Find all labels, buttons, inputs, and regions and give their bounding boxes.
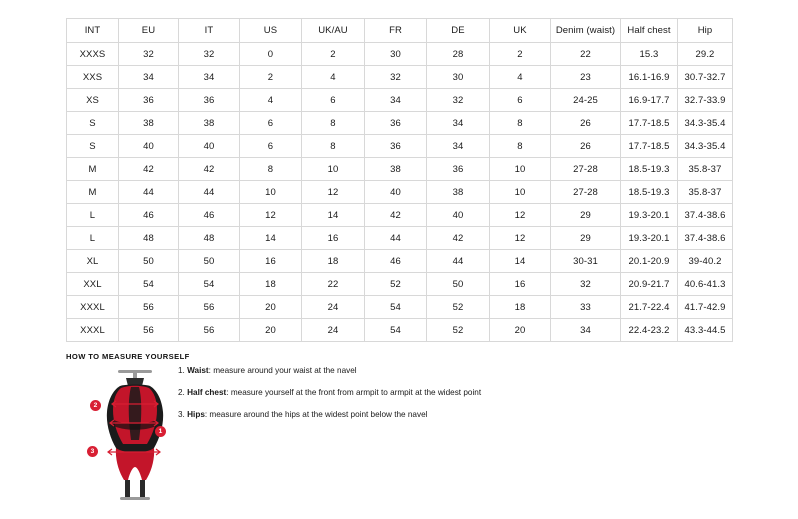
table-cell: 0 [240, 43, 302, 66]
table-cell: 20.9-21.7 [621, 273, 678, 296]
table-cell: 2 [302, 43, 365, 66]
table-cell: 29 [551, 227, 621, 250]
table-cell: 30-31 [551, 250, 621, 273]
measure-note [178, 388, 598, 398]
table-cell: 26 [551, 135, 621, 158]
table-cell: 50 [427, 273, 490, 296]
table-cell: 39-40.2 [678, 250, 733, 273]
table-cell: 46 [179, 204, 240, 227]
column-header-5: FR [365, 19, 427, 43]
table-body [67, 43, 733, 342]
table-cell: 44 [119, 181, 179, 204]
table-cell: 37.4-38.6 [678, 204, 733, 227]
table-cell: 48 [179, 227, 240, 250]
column-header-1: EU [119, 19, 179, 43]
table-cell: 22 [551, 43, 621, 66]
table-cell: 52 [427, 319, 490, 342]
table-cell: 24 [302, 319, 365, 342]
table-cell: 54 [365, 319, 427, 342]
table-row [67, 43, 733, 66]
size-chart-table [66, 18, 733, 342]
table-cell: 35.8-37 [678, 158, 733, 181]
table-cell: 12 [490, 227, 551, 250]
badge-waist: 1 [155, 426, 166, 437]
table-cell: 33 [551, 296, 621, 319]
table-cell: 12 [490, 204, 551, 227]
how-to-measure-title: HOW TO MEASURE YOURSELF [66, 352, 190, 361]
table-cell: 52 [427, 296, 490, 319]
table-cell: 56 [179, 319, 240, 342]
table-cell: 20 [490, 319, 551, 342]
table-cell: 16 [240, 250, 302, 273]
table-cell: 8 [302, 135, 365, 158]
table-cell: 32 [427, 89, 490, 112]
table-cell: 50 [119, 250, 179, 273]
table-cell: 42 [179, 158, 240, 181]
table-row [67, 273, 733, 296]
table-cell: 2 [240, 66, 302, 89]
table-cell: 4 [302, 66, 365, 89]
table-cell: 50 [179, 250, 240, 273]
table-cell: 2 [490, 43, 551, 66]
measure-note-term: Waist [187, 366, 209, 375]
table-cell: 6 [240, 112, 302, 135]
table-cell: 36 [365, 112, 427, 135]
table-cell: 43.3-44.5 [678, 319, 733, 342]
table-cell: 14 [302, 204, 365, 227]
table-cell: 34 [179, 66, 240, 89]
measure-note-text: : measure yourself at the front from armpit to armpit at the widest point [226, 387, 482, 397]
table-cell: 18 [302, 250, 365, 273]
table-cell: 6 [302, 89, 365, 112]
table-cell: 34 [119, 66, 179, 89]
column-header-6: DE [427, 19, 490, 43]
table-cell: 10 [302, 158, 365, 181]
table-cell: 18.5-19.3 [621, 181, 678, 204]
table-cell: 10 [490, 158, 551, 181]
table-cell: 34 [427, 135, 490, 158]
measure-note-number: 1. [178, 366, 185, 375]
table-cell: XXXS [67, 43, 119, 66]
table-cell: 42 [365, 204, 427, 227]
table-row [67, 112, 733, 135]
table-cell: 14 [490, 250, 551, 273]
table-cell: 10 [490, 181, 551, 204]
measure-note-number: 2. [178, 387, 185, 397]
column-header-9: Half chest [621, 19, 678, 43]
table-cell: L [67, 204, 119, 227]
table-cell: 8 [240, 158, 302, 181]
table-row [67, 227, 733, 250]
table-cell: 15.3 [621, 43, 678, 66]
measure-note-term: Hips [187, 409, 205, 419]
table-cell: 19.3-20.1 [621, 204, 678, 227]
column-header-3: US [240, 19, 302, 43]
table-cell: 29 [551, 204, 621, 227]
table-header [67, 19, 733, 43]
table-cell: 38 [179, 112, 240, 135]
size-chart [66, 18, 732, 342]
table-cell: 4 [240, 89, 302, 112]
column-header-7: UK [490, 19, 551, 43]
table-cell: 30.7-32.7 [678, 66, 733, 89]
measure-note-text: : measure around your waist at the navel [208, 366, 357, 375]
table-cell: 14 [240, 227, 302, 250]
table-row [67, 89, 733, 112]
table-cell: 56 [119, 319, 179, 342]
table-row [67, 181, 733, 204]
table-cell: 32 [551, 273, 621, 296]
table-cell: 56 [119, 296, 179, 319]
measure-note-number: 3. [178, 409, 185, 419]
table-cell: 6 [240, 135, 302, 158]
table-cell: XXL [67, 273, 119, 296]
table-cell: 6 [490, 89, 551, 112]
measure-note-term: Half chest [187, 387, 227, 397]
table-cell: 38 [119, 112, 179, 135]
measure-note-text: : measure around the hips at the widest point below the navel [204, 409, 428, 419]
table-cell: 30 [365, 43, 427, 66]
table-cell: 12 [240, 204, 302, 227]
table-cell: 24-25 [551, 89, 621, 112]
table-cell: 30 [427, 66, 490, 89]
table-cell: 54 [119, 273, 179, 296]
table-cell: 34 [551, 319, 621, 342]
table-cell: 18 [240, 273, 302, 296]
table-cell: 54 [365, 296, 427, 319]
table-cell: 38 [365, 158, 427, 181]
table-cell: 36 [427, 158, 490, 181]
table-cell: 8 [490, 135, 551, 158]
table-cell: 46 [119, 204, 179, 227]
table-cell: S [67, 112, 119, 135]
table-cell: 4 [490, 66, 551, 89]
table-cell: XL [67, 250, 119, 273]
table-cell: 10 [240, 181, 302, 204]
table-cell: 34 [365, 89, 427, 112]
table-cell: 19.3-20.1 [621, 227, 678, 250]
table-cell: 38 [427, 181, 490, 204]
column-header-10: Hip [678, 19, 733, 43]
table-cell: 27-28 [551, 181, 621, 204]
table-cell: 23 [551, 66, 621, 89]
table-cell: 32 [365, 66, 427, 89]
table-cell: M [67, 158, 119, 181]
table-cell: 35.8-37 [678, 181, 733, 204]
table-cell: 16.9-17.7 [621, 89, 678, 112]
table-cell: 54 [179, 273, 240, 296]
table-cell: 44 [179, 181, 240, 204]
table-cell: 22 [302, 273, 365, 296]
table-cell: 40 [179, 135, 240, 158]
table-cell: 40 [427, 204, 490, 227]
table-row [67, 296, 733, 319]
column-header-4: UK/AU [302, 19, 365, 43]
mannequin-icon [80, 368, 190, 503]
table-cell: 20 [240, 319, 302, 342]
table-cell: 32.7-33.9 [678, 89, 733, 112]
table-cell: 8 [490, 112, 551, 135]
table-cell: 34 [427, 112, 490, 135]
table-cell: 21.7-22.4 [621, 296, 678, 319]
table-cell: 24 [302, 296, 365, 319]
table-cell: 18 [490, 296, 551, 319]
badge-hips: 3 [87, 446, 98, 457]
measure-note [178, 410, 598, 420]
measure-note [178, 366, 598, 376]
table-cell: S [67, 135, 119, 158]
table-cell: 28 [427, 43, 490, 66]
measure-notes [178, 366, 598, 432]
table-cell: 41.7-42.9 [678, 296, 733, 319]
table-cell: 16.1-16.9 [621, 66, 678, 89]
table-cell: 8 [302, 112, 365, 135]
table-row [67, 204, 733, 227]
table-row [67, 250, 733, 273]
table-cell: 16 [490, 273, 551, 296]
table-row [67, 158, 733, 181]
table-cell: 17.7-18.5 [621, 135, 678, 158]
table-cell: 48 [119, 227, 179, 250]
table-cell: 34.3-35.4 [678, 135, 733, 158]
table-cell: XXS [67, 66, 119, 89]
table-cell: 44 [365, 227, 427, 250]
mannequin-illustration [80, 368, 190, 503]
table-cell: 36 [365, 135, 427, 158]
table-cell: 37.4-38.6 [678, 227, 733, 250]
table-row [67, 135, 733, 158]
table-cell: 26 [551, 112, 621, 135]
table-cell: 20 [240, 296, 302, 319]
table-cell: 18.5-19.3 [621, 158, 678, 181]
table-cell: 44 [427, 250, 490, 273]
badge-half-chest: 2 [90, 400, 101, 411]
table-cell: M [67, 181, 119, 204]
table-cell: 22.4-23.2 [621, 319, 678, 342]
table-cell: 52 [365, 273, 427, 296]
table-cell: 40.6-41.3 [678, 273, 733, 296]
table-cell: 29.2 [678, 43, 733, 66]
table-cell: 12 [302, 181, 365, 204]
table-row [67, 319, 733, 342]
table-cell: 46 [365, 250, 427, 273]
table-cell: 34.3-35.4 [678, 112, 733, 135]
table-cell: XXXL [67, 296, 119, 319]
table-cell: 27-28 [551, 158, 621, 181]
table-cell: 42 [119, 158, 179, 181]
column-header-2: IT [179, 19, 240, 43]
table-cell: 16 [302, 227, 365, 250]
table-cell: XS [67, 89, 119, 112]
table-cell: 20.1-20.9 [621, 250, 678, 273]
table-cell: 36 [119, 89, 179, 112]
table-cell: 56 [179, 296, 240, 319]
table-cell: 32 [179, 43, 240, 66]
table-cell: 40 [365, 181, 427, 204]
table-row [67, 66, 733, 89]
table-cell: 36 [179, 89, 240, 112]
table-cell: L [67, 227, 119, 250]
column-header-8: Denim (waist) [551, 19, 621, 43]
table-cell: 17.7-18.5 [621, 112, 678, 135]
table-header-row [67, 19, 733, 43]
table-cell: XXXL [67, 319, 119, 342]
table-cell: 42 [427, 227, 490, 250]
table-cell: 40 [119, 135, 179, 158]
table-cell: 32 [119, 43, 179, 66]
column-header-0: INT [67, 19, 119, 43]
